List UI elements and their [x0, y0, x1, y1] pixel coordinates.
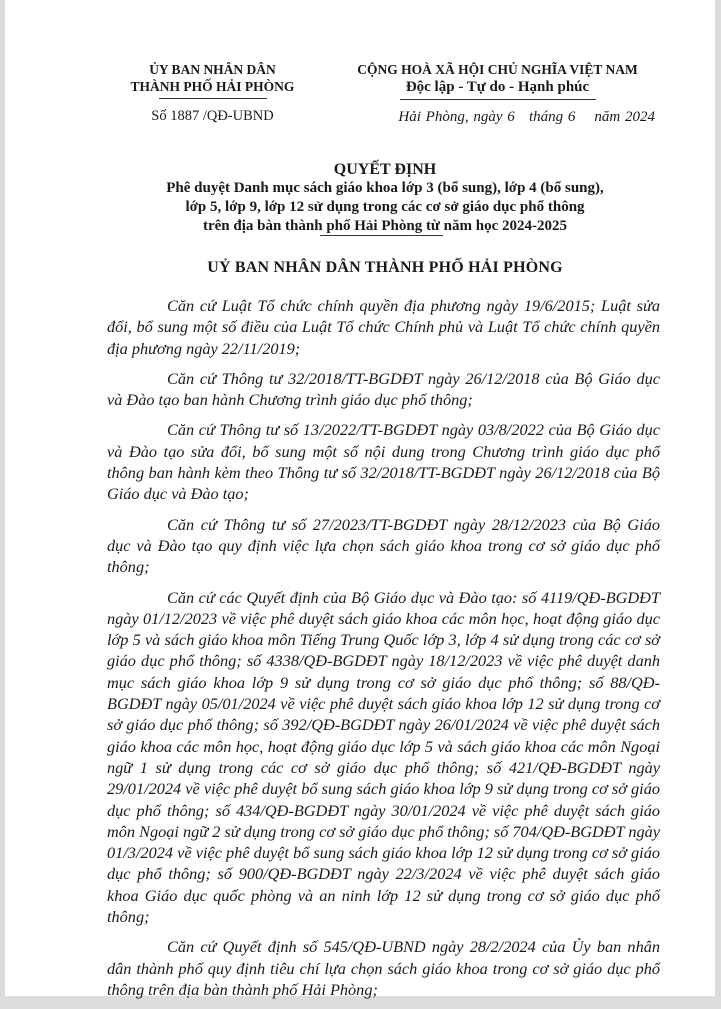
issuing-authority-block: [110, 61, 315, 125]
nation-name: CỘNG HOÀ XÃ HỘI CHỦ NGHĨA VIỆT NAM: [357, 62, 638, 77]
legal-basis-paragraph: Căn cứ Thông tư 32/2018/TT-BGDĐT ngày 26/12/2018 của Bộ Giáo dục và Đào tạo ban hành Chương trình giáo dục phổ thông;: [107, 368, 660, 410]
legal-basis-paragraph: Căn cứ Thông tư số 27/2023/TT-BGDĐT ngày 28/12/2023 của Bộ Giáo dục và Đào tạo quy định việc lựa chọn sách giáo khoa trong cơ sở giáo dục phổ thông;: [107, 514, 660, 577]
decision-subject-line-3: trên địa bàn thành phố Hải Phòng từ năm học 2024-2025: [202, 218, 568, 234]
legal-basis-section: [107, 295, 660, 1009]
legal-basis-paragraph: Căn cứ Luật Tổ chức chính quyền địa phương ngày 19/6/2015; Luật sửa đổi, bổ sung một số điều của Luật Tổ chức Chính phủ và Luật Tổ chức chính quyền địa phương ngày 22/11/2019;: [107, 296, 660, 358]
org-underline: [159, 98, 267, 99]
org-line-1: ỦY BAN NHÂN DÂN: [149, 62, 276, 77]
national-motto: Độc lập - Tự do - Hạnh phúc: [405, 79, 590, 95]
decision-subject-line-1: Phê duyệt Danh mục sách giáo khoa lớp 3 (bổ sung), lớp 4 (bổ sung),: [166, 180, 604, 196]
decision-subject-line-2: lớp 5, lớp 9, lớp 12 sử dụng trong các cơ sở giáo dục phổ thông: [185, 199, 585, 215]
motto-underline: [400, 99, 596, 100]
legal-basis-paragraph: Căn cứ các Quyết định của Bộ Giáo dục và Đào tạo: số 4119/QĐ-BGDĐT ngày 01/12/2023 về việc phê duyệt sách giáo khoa các môn học, hoạt động giáo dục lớp 5 và sách giáo khoa môn Tiếng Trung Quốc lớp 3, lớp 4 sử dụng trong các cơ sở giáo dục phổ thông; số 4338/QĐ-BGDĐT ngày 18/12/2023 về việc phê duyệt danh mục sách giáo khoa lớp 9 sử dụng trong cơ sở giáo dục phổ thông; số 88/QĐ-BGDĐT ngày 05/01/2024 về việc phê duyệt sách giáo khoa lớp 12 sử dụng trong cơ sở giáo dục phổ thông; số 392/QĐ-BGDĐT ngày 26/01/2024 về việc phê duyệt sách giáo khoa các môn học, hoạt động giáo dục lớp 5 và sách giáo khoa các môn Ngoại ngữ 1 sử dụng trong các cơ sở giáo dục phổ thông; số 421/QĐ-BGDĐT ngày 29/01/2024 về việc phê duyệt bổ sung sách giáo khoa lớp 9 sử dụng trong cơ sở giáo dục phổ thông; số 434/QĐ-BGDĐT ngày 30/01/2024 về việc phê duyệt sách giáo môn Ngoại ngữ 2 sử dụng trong cơ sở giáo dục phổ thông; số 704/QĐ-BGDĐT ngày 01/3/2024 về việc phê duyệt bổ sung sách giáo khoa lớp 12 sử dụng trong cơ sở giáo dục phổ thông; số 900/QĐ-BGDĐT ngày 22/3/2024 về việc phê duyệt sách giáo khoa Giáo dục quốc phòng và an ninh lớp 12 sử dụng trong cơ sở giáo dục phổ thông;: [107, 587, 660, 927]
issuing-body-heading: UỶ BAN NHÂN DÂN THÀNH PHỐ HẢI PHÒNG: [207, 259, 563, 276]
decision-heading: QUYẾT ĐỊNH: [333, 161, 437, 178]
title-underline: [320, 235, 443, 236]
document-number: Số 1887 /QĐ-UBND: [151, 108, 274, 124]
legal-basis-paragraph: Căn cứ Thông tư số 13/2022/TT-BGDĐT ngày 03/8/2022 của Bộ Giáo dục và Đào tạo sửa đổi, bổ sung một số nội dung trong Chương trình giáo dục phổ thông ban hành kèm theo Thông tư số 32/2018/TT-BGDĐT ngày 26/12/2018 của Bộ Giáo dục và Đào tạo;: [107, 420, 660, 504]
org-line-2: THÀNH PHỐ HẢI PHÒNG: [130, 79, 295, 94]
document-page: [5, 0, 715, 999]
legal-basis-paragraph: Căn cứ Quyết định số 545/QĐ-UBND ngày 28/2/2024 của Ủy ban nhân dân thành phố quy định tiêu chí lựa chọn sách giáo khoa trong cơ sở giáo dục phổ thông trên địa bàn thành phố Hải Phòng;: [107, 937, 660, 999]
national-header-block: [335, 61, 660, 126]
issue-date: Hải Phòng, ngày 6 tháng 6 năm 2024: [398, 109, 655, 125]
decision-title-block: [105, 160, 665, 236]
